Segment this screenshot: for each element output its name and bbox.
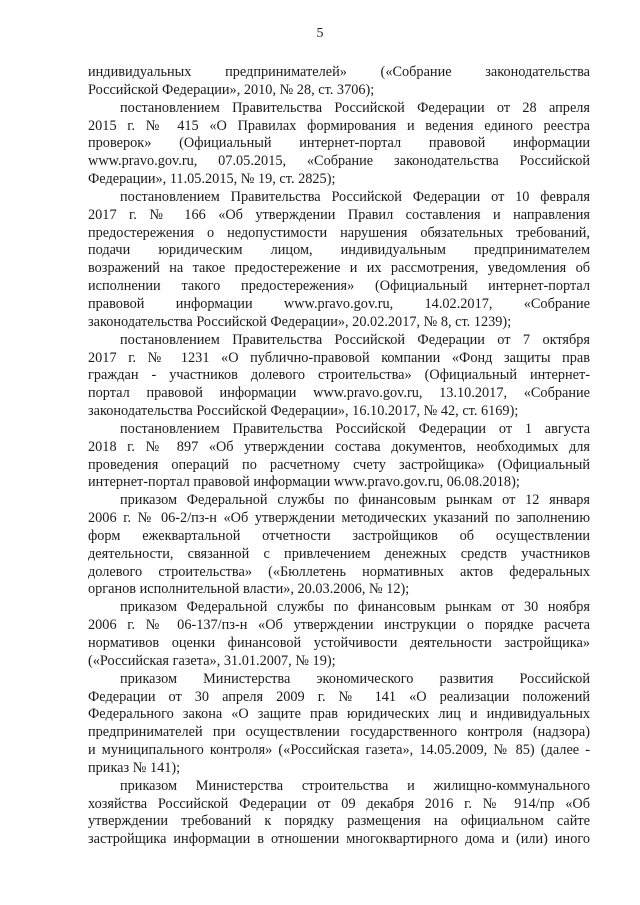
text-line: форм ежеквартальной отчетности застройщиков об осуществлении (88, 527, 590, 544)
text-line: Федерального закона «О защите прав юридических лиц и индивидуальных (88, 706, 590, 723)
text-line: подачи юридическим лицом, индивидуальным предпринимателем (88, 242, 590, 259)
text-line: Федерации от 30 апреля 2009 г. № 141 «О реализации положений (88, 688, 590, 705)
text-line: постановлением Правительства Российской Федерации от 28 апреля (120, 99, 590, 116)
text-line: 2018 г. № 897 «Об утверждении состава документов, необходимых для (88, 438, 590, 455)
text-line: 2015 г. № 415 «О Правилах формирования и ведения единого реестра (88, 117, 590, 134)
text-line: долевого строительства» («Бюллетень нормативных актов федеральных (88, 563, 590, 580)
text-line: возражений на такое предостережение и их рассмотрения, уведомления об (88, 260, 590, 277)
text-line: приказ № 141); (88, 759, 181, 776)
text-line: индивидуальных предпринимателей» («Собрание законодательства (88, 64, 590, 80)
text-line: 2017 г. № 1231 «О публично-правовой компании «Фонд защиты прав (88, 349, 590, 366)
text-line: портал правовой информации www.pravo.gov.ru, 13.10.2017, «Собрание (88, 385, 590, 402)
text-line: хозяйства Российской Федерации от 09 декабря 2016 г. № 914/пр «Об (88, 795, 590, 812)
text-line: застройщика информации в отношении многоквартирного дома и (или) иного (88, 831, 590, 848)
text-line: граждан - участников долевого строительства» (Официальный интернет- (88, 367, 590, 384)
text-line: постановлением Правительства Российской Федерации от 1 августа (120, 420, 590, 437)
text-line: приказом Федеральной службы по финансовым рынкам от 30 ноября (120, 599, 590, 616)
text-line: и муниципального контроля» («Российская газета», 14.05.2009, № 85) (далее - (88, 742, 590, 759)
text-line: («Российская газета», 31.01.2007, № 19); (88, 652, 336, 669)
text-line: нормативов оценки финансовой устойчивости деятельности застройщика» (88, 635, 590, 651)
text-line: проверок» (Официальный интернет-портал правовой информации (88, 135, 590, 152)
text-line: интернет-портал правовой информации www.pravo.gov.ru, 06.08.2018); (88, 474, 520, 491)
text-line: приказом Федеральной службы по финансовым рынкам от 12 января (120, 492, 590, 509)
text-line: органов исполнительной власти», 20.03.2006, № 12); (88, 581, 410, 598)
text-line: исполнении такого предостережения» (Официальный интернет-портал (88, 278, 590, 295)
text-line: предпринимателей при осуществлении государственного контроля (надзора) (88, 724, 590, 741)
text-line: 2017 г. № 166 «Об утверждении Правил составления и направления (88, 206, 590, 223)
text-line: деятельности, связанной с привлечением денежных средств участников (88, 545, 590, 562)
text-line: 2006 г. № 06-137/пз-н «Об утверждении инструкции о порядке расчета (88, 617, 590, 634)
text-line: проведения операций по расчетному счету застройщика» (Официальный (88, 456, 590, 473)
text-line: утверждении требований к порядку размещения на официальном сайте (88, 813, 590, 830)
text-line: законодательства Российской Федерации», 16.10.2017, № 42, ст. 6169); (88, 403, 519, 420)
text-line: законодательства Российской Федерации», 20.02.2017, № 8, ст. 1239); (88, 313, 512, 330)
text-line: 2006 г. № 06-2/пз-н «Об утверждении методических указаний по заполнению (88, 510, 590, 527)
text-line: Федерации», 11.05.2015, № 19, ст. 2825); (88, 171, 336, 188)
text-line: предостережения о недопустимости нарушения обязательных требований, (88, 224, 590, 241)
text-line: постановлением Правительства Российской Федерации от 7 октября (120, 331, 590, 348)
text-line: постановлением Правительства Российской Федерации от 10 февраля (120, 188, 590, 205)
text-line: приказом Министерства экономического развития Российской (120, 670, 590, 687)
text-line: Российской Федерации», 2010, № 28, ст. 3706); (88, 81, 375, 98)
text-line: приказом Министерства строительства и жилищно-коммунального (120, 777, 590, 794)
text-line: правовой информации www.pravo.gov.ru, 14.02.2017, «Собрание (88, 295, 590, 312)
text-line: www.pravo.gov.ru, 07.05.2015, «Собрание законодательства Российской (88, 153, 590, 170)
document-body (88, 64, 590, 849)
page-number: 5 (316, 26, 324, 41)
